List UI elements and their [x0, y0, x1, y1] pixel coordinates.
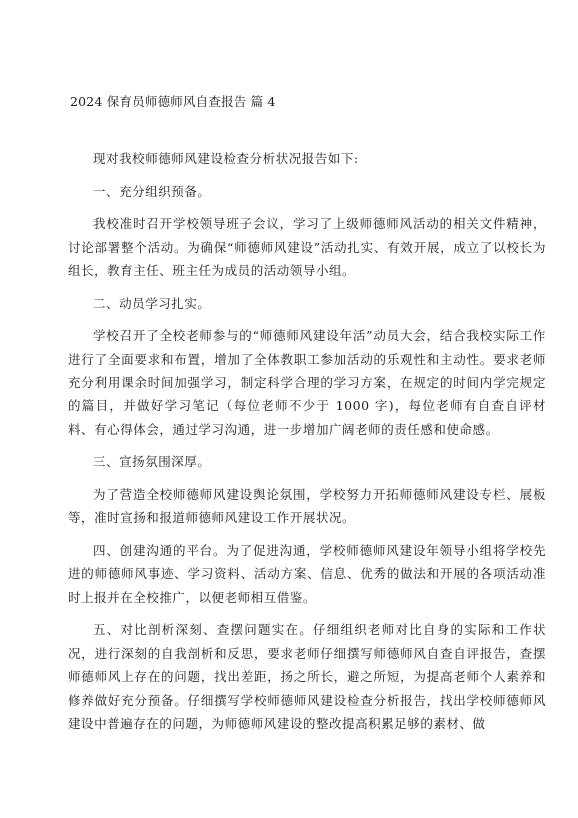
document-title: 2024 保育员师德师风自查报告 篇 4	[70, 94, 276, 109]
document-body	[68, 147, 546, 745]
heading-section-2: 二、动员学习扎实。	[93, 295, 211, 311]
heading-section-1: 一、充分组织预备。	[93, 183, 211, 199]
paragraph-section-4: 四、创建沟通的平台。为了促进沟通，学校师德师风建设年领导小组将学校先进的师德师风事迹、学习资料、活动方案、信息、优秀的做法和开展的各项活动准时上报并在全校推广，以便老师相互借鉴。	[68, 543, 546, 605]
heading-section-3: 三、宣扬氛围深厚。	[93, 454, 211, 470]
paragraph-section-5: 五、对比剖析深刻、查摆问题实在。仔细组织老师对比自身的实际和工作状况，进行深刻的自我剖析和反思，要求老师仔细撰写师德师风自查自评报告，查摆师德师风上存在的问题，找出差距，扬之所长，避之所短，为提高老师个人素养和修养做好充分预备。仔细撰写学校师德师风建设检查分析报告，找出学校师德师风建设中普遍存在的问题，为师德师风建设的整改提高积累足够的素材、做	[68, 622, 546, 732]
paragraph-section-3: 为了营造全校师德师风建设舆论氛围，学校努力开拓师德师风建设专栏、展板等，准时宣扬和报道师德师风建设工作开展状况。	[68, 487, 546, 526]
paragraph-section-2: 学校召开了全校老师参与的“师德师风建设年活”动员大会，结合我校实际工作进行了全面要求和布置，增加了全体教职工参加活动的乐观性和主动性。要求老师充分利用课余时间加强学习，制定科学合理的学习方案，在规定的时间内学完规定的篇目，并做好学习笔记（每位老师不少于 1000 字)，每位老师有自查自评材料、有心得体会，通过学习沟通，进一步增加广阔老师的责任感和使命感。	[68, 328, 546, 437]
paragraph-intro: 现对我校师德师风建设检查分析状况报告如下:	[93, 151, 359, 166]
paragraph-section-1: 我校准时召开学校领导班子会议，学习了上级师德师风活动的相关文件精神，讨论部署整个活动。为确保“师德师风建设”活动扎实、有效开展，成立了以校长为组长，教育主任、班主任为成员的活动领导小组。	[68, 216, 546, 278]
